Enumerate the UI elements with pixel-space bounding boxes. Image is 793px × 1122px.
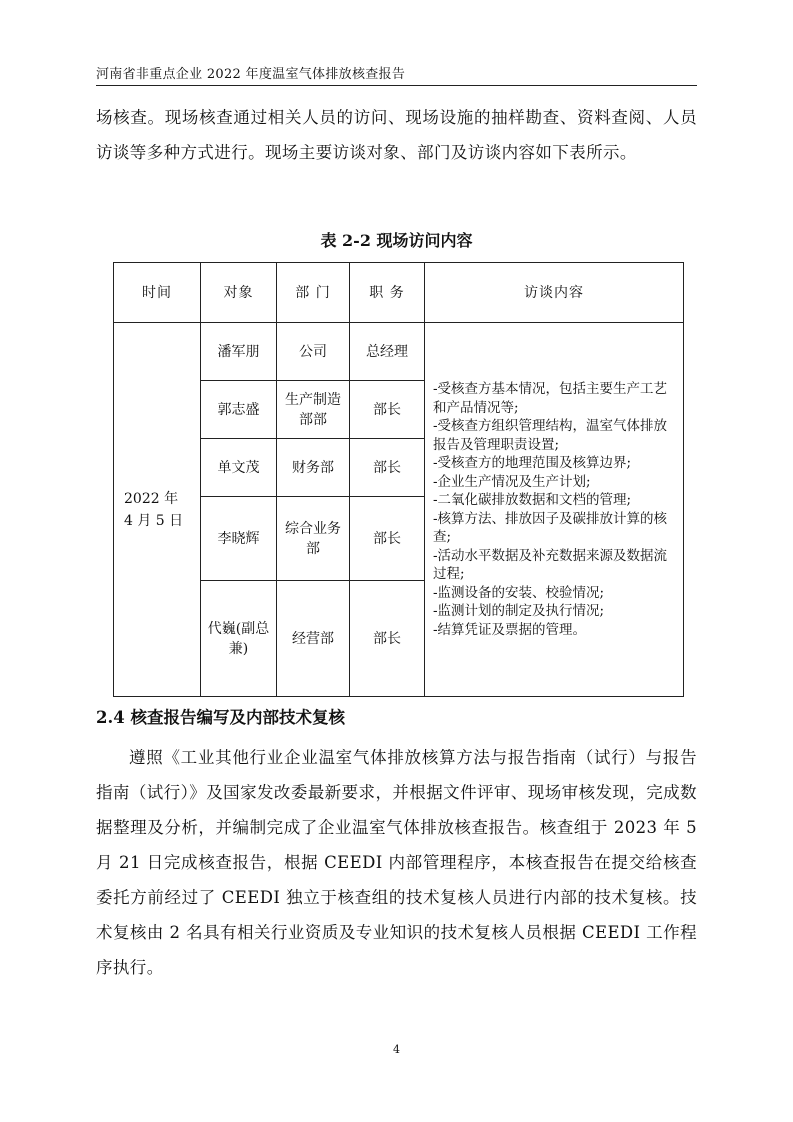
- interview-date: 2022 年 4 月 5 日: [114, 323, 201, 697]
- interview-table: [113, 262, 684, 697]
- department-cell: 综合业务部: [277, 497, 350, 581]
- page-header: 河南省非重点企业 2022 年度温室气体排放核查报告: [96, 67, 406, 82]
- person-cell: 郭志盛: [201, 381, 277, 439]
- header-cell-time: 时间: [114, 263, 201, 323]
- position-cell: 部长: [350, 381, 425, 439]
- person-cell: 代巍(副总兼): [201, 581, 277, 697]
- section-paragraph: 遵照《工业其他行业企业温室气体排放核算方法与报告指南（试行）与报告指南（试行）》及国家发改委最新要求，并根据文件评审、现场审核发现，完成数据整理及分析，并编制完成了企业温室气体排放核查报告。核查组于 2023 年 5 月 21 日完成核查报告，根据 CEEDI 内部管理程序，本核查报告在提交给核查委托方前经过了 CEEDI 独立于核查组的技术复核人员进行内部的技术复核。技术复核由 2 名具有相关行业资质及专业知识的技术复核人员根据 CEEDI 工作程序执行。: [96, 748, 697, 977]
- content-line: -受核查方组织管理结构，温室气体排放报告及管理职责设置;: [433, 418, 668, 453]
- department-cell: 公司: [277, 323, 350, 381]
- person-cell: 潘军朋: [201, 323, 277, 381]
- page-number: 4: [393, 1043, 400, 1056]
- header-divider: [96, 85, 697, 86]
- table-header-row: [114, 263, 684, 323]
- department-cell: 生产制造部部: [277, 381, 350, 439]
- content-line: -监测计划的制定及执行情况;: [433, 603, 605, 619]
- header-cell-department: 部 门: [277, 263, 350, 323]
- position-cell: 部长: [350, 581, 425, 697]
- person-cell: 李晓辉: [201, 497, 277, 581]
- content-line: -二氧化碳排放数据和文档的管理;: [433, 492, 632, 508]
- header-cell-position: 职 务: [350, 263, 425, 323]
- person-cell: 单文茂: [201, 439, 277, 497]
- table-caption: 表 2-2 现场访问内容: [320, 231, 473, 250]
- header-cell-person: 对象: [201, 263, 277, 323]
- content-line: -企业生产情况及生产计划;: [433, 473, 591, 490]
- intro-paragraph: 场核查。现场核查通过相关人员的访问、现场设施的抽样勘查、资料查阅、人员访谈等多种方式进行。现场主要访谈对象、部门及访谈内容如下表所示。: [96, 108, 697, 162]
- table-row: [114, 323, 684, 381]
- content-line: -活动水平数据及补充数据来源及数据流过程;: [433, 547, 668, 582]
- position-cell: 部长: [350, 439, 425, 497]
- department-cell: 经营部: [277, 581, 350, 697]
- position-cell: 部长: [350, 497, 425, 581]
- department-cell: 财务部: [277, 439, 350, 497]
- content-line: -受核查方的地理范围及核算边界;: [433, 455, 632, 471]
- position-cell: 总经理: [350, 323, 425, 381]
- content-line: -监测设备的安装、校验情况;: [433, 584, 605, 601]
- header-cell-content: 访谈内容: [425, 263, 684, 323]
- interview-content: [425, 323, 684, 697]
- section-heading: 2.4 核查报告编写及内部技术复核: [96, 708, 345, 727]
- content-line: -受核查方基本情况，包括主要生产工艺和产品情况等;: [433, 381, 668, 416]
- content-line: -结算凭证及票据的管理。: [433, 621, 587, 638]
- content-line: -核算方法、排放因子及碳排放计算的核查;: [433, 510, 668, 545]
